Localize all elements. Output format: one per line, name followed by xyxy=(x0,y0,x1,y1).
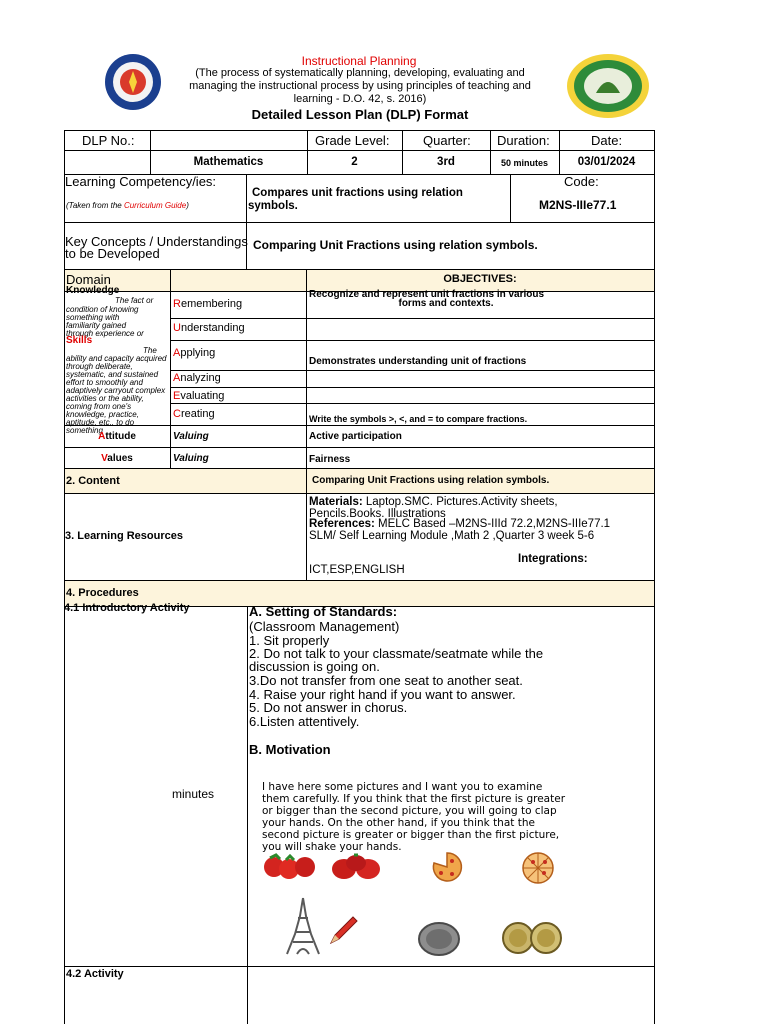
quarter-label: Quarter: xyxy=(423,133,471,148)
setting-standards-title: A. Setting of Standards: xyxy=(249,604,398,619)
skills-desc-3: systematic, and sustained xyxy=(66,370,159,379)
pizza-slice-icon xyxy=(432,851,462,883)
knowledge-desc-0: The fact or xyxy=(115,296,154,305)
competency-text-2: symbols. xyxy=(248,200,298,212)
skills-desc-5: adaptively carryout complex xyxy=(66,386,166,395)
activity-label: 4.2 Activity xyxy=(66,968,124,980)
key-concepts-label-1: Key Concepts / Understandings xyxy=(65,234,248,249)
skills-desc-7: coming from one's xyxy=(66,402,132,411)
planning-title: Instructional Planning xyxy=(301,54,417,68)
knowledge-desc-3: familiarity gained xyxy=(66,321,127,330)
objectives-label: OBJECTIVES: xyxy=(443,273,517,285)
domain-label: Domain xyxy=(66,272,111,287)
strawberries-icon xyxy=(262,852,320,882)
competency-label: Learning Competency/ies: xyxy=(65,174,217,189)
pencil-icon xyxy=(327,913,361,947)
objective-apply: Demonstrates understanding unit of fractions xyxy=(309,356,527,367)
date-value: 03/01/2024 xyxy=(577,156,636,168)
standard-line-5: 4. Raise your right hand if you want to answer. xyxy=(249,687,516,702)
objective-remember-2: forms and contexts. xyxy=(398,298,494,309)
level-understanding: Understanding xyxy=(173,322,245,334)
values-label: Values xyxy=(101,453,133,464)
knowledge-block xyxy=(65,285,169,340)
level-evaluating: Evaluating xyxy=(173,390,225,402)
level-creating: Creating xyxy=(173,408,215,420)
skills-desc-4: effort to smoothly and xyxy=(66,378,143,387)
standard-line-4: 3.Do not transfer from one seat to another seat. xyxy=(249,673,523,688)
level-analyzing: Analyzing xyxy=(173,372,221,384)
skills-desc-9: aptitude, etc., to do xyxy=(66,418,135,427)
content-label: 2. Content xyxy=(66,475,120,487)
motivation-line-4: second picture is greater or bigger than the first picture, xyxy=(262,829,560,841)
level-remembering: Remembering xyxy=(173,298,243,310)
planning-subtitle-2: managing the instructional process by using principles of teaching and xyxy=(189,80,531,92)
competency-text-1: Compares unit fractions using relation xyxy=(252,187,463,199)
gold-coins-icon xyxy=(500,921,564,955)
duration-value: 50 minutes xyxy=(500,158,549,168)
values-value: Valuing xyxy=(173,453,209,464)
key-concepts-text: Comparing Unit Fractions using relation symbols. xyxy=(253,238,538,252)
code-value: M2NS-IIIe77.1 xyxy=(539,198,617,212)
introductory-activity-label: 4.1 Introductory Activity xyxy=(64,602,190,614)
skills-desc-10: something xyxy=(66,426,103,435)
code-label: Code: xyxy=(564,174,599,189)
knowledge-desc-2: something with xyxy=(66,313,120,322)
skills-heading: Skills xyxy=(66,335,93,346)
knowledge-desc-4: through experience or xyxy=(66,329,144,338)
motivation-line-3: your hands. On the other hand, if you think that the xyxy=(262,817,535,829)
key-concepts-label-2: to be Developed xyxy=(65,246,160,261)
standard-line-6: 5. Do not answer in chorus. xyxy=(249,700,408,715)
grade-value: 2 xyxy=(351,156,358,168)
standard-line-3: discussion is going on. xyxy=(249,659,380,674)
skills-desc-6: activities or the ability, xyxy=(66,394,144,403)
date-label: Date: xyxy=(591,133,623,148)
objective-remember-1: Recognize and represent unit fractions in various xyxy=(309,289,545,300)
resources-label: 3. Learning Resources xyxy=(65,530,183,542)
motivation-line-5: you will shake your hands. xyxy=(262,841,402,853)
department-of-education-seal-icon xyxy=(566,53,650,119)
objective-create: Write the symbols >, <, and = to compare fractions. xyxy=(309,414,528,424)
skills-desc-2: through deliberate, xyxy=(66,362,133,371)
level-applying: Applying xyxy=(173,347,216,359)
grade-level-label: Grade Level: xyxy=(315,133,390,148)
materials-line-2: Pencils.Books. Illustrations xyxy=(309,508,446,520)
integrations-value: ICT,ESP,ENGLISH xyxy=(309,564,405,576)
references-line-2: SLM/ Self Learning Module ,Math 2 ,Quarter 3 week 5-6 xyxy=(309,530,595,542)
materials-line-1: Materials: Laptop.SMC. Pictures.Activity sheets, xyxy=(309,496,558,508)
deped-seal-left xyxy=(104,53,162,111)
motivation-line-2: or bigger than the second picture, you will going to clap xyxy=(262,805,557,817)
attitude-objective: Active participation xyxy=(309,431,402,442)
planning-subtitle-3: learning - D.O. 42, s. 2016) xyxy=(293,93,427,105)
quarter-value: 3rd xyxy=(437,156,455,168)
standard-line-0: (Classroom Management) xyxy=(249,619,400,634)
seal-icon xyxy=(104,53,162,111)
content-text: Comparing Unit Fractions using relation symbols. xyxy=(312,475,550,486)
procedures-label: 4. Procedures xyxy=(66,587,139,599)
standard-line-7: 6.Listen attentively. xyxy=(249,714,360,729)
tomatoes-icon xyxy=(330,852,384,882)
skills-desc-0: The xyxy=(143,346,157,355)
deped-seal-right xyxy=(566,53,650,119)
references-line-1: References: MELC Based –M2NS-IIId 72.2,M2NS-IIIe77.1 xyxy=(309,518,611,530)
values-objective: Fairness xyxy=(309,454,351,465)
minutes-label: minutes xyxy=(172,787,215,801)
document-title: Detailed Lesson Plan (DLP) Format xyxy=(251,107,469,122)
skills-block xyxy=(65,335,169,435)
motivation-line-1: them carefully. If you think that the first picture is greater xyxy=(262,793,566,805)
motivation-line-0: I have here some pictures and I want you to examine xyxy=(262,781,543,793)
pizza-whole-icon xyxy=(519,851,557,885)
knowledge-heading: Knowledge xyxy=(66,285,120,296)
motivation-title: B. Motivation xyxy=(249,742,331,757)
attitude-label: Attitude xyxy=(98,431,136,442)
eiffel-tower-icon xyxy=(285,896,321,956)
standard-line-1: 1. Sit properly xyxy=(249,633,330,648)
standard-line-2: 2. Do not talk to your classmate/seatmate while the xyxy=(249,646,544,661)
planning-subtitle-1: (The process of systematically planning, developing, evaluating and xyxy=(195,67,525,79)
curriculum-guide-link: Curriculum Guide xyxy=(123,201,187,210)
taken-from-note: (Taken from the Curriculum Guide) xyxy=(66,201,189,210)
dlp-no-label: DLP No.: xyxy=(82,133,135,148)
subject-value: Mathematics xyxy=(193,156,264,168)
knowledge-desc-1: condition of knowing xyxy=(66,305,139,314)
skills-desc-1: ability and capacity acquired xyxy=(66,354,167,363)
duration-label: Duration: xyxy=(497,133,550,148)
attitude-value: Valuing xyxy=(173,431,209,442)
skills-desc-8: knowledge, practice, xyxy=(66,410,139,419)
silver-coin-icon xyxy=(416,921,462,957)
integrations-label: Integrations: xyxy=(518,553,588,565)
